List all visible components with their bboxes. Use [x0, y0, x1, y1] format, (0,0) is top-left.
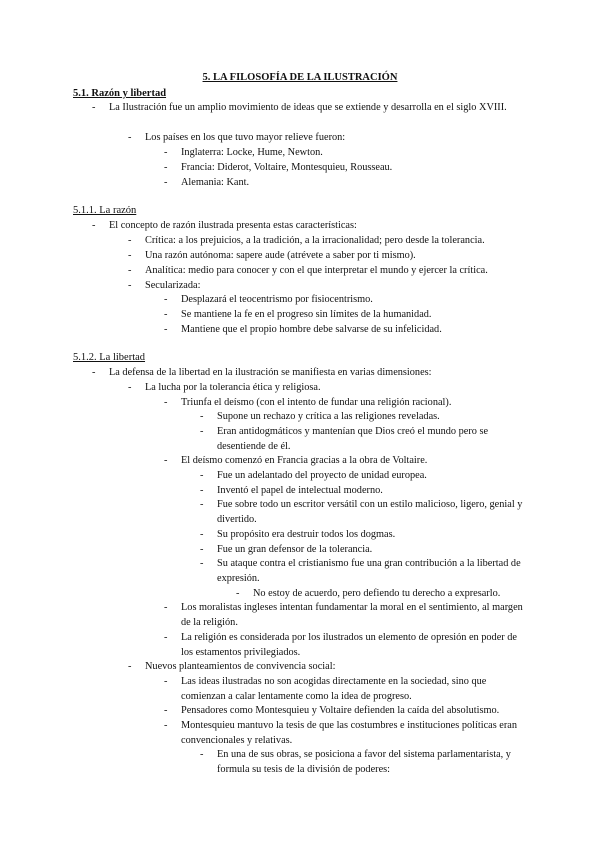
- list-item: - Triunfa el deísmo (con el intento de fundar una religión racional).: [164, 397, 452, 408]
- list-item: - Inglaterra: Locke, Hume, Newton.: [164, 147, 323, 158]
- list-item: - Francia: Diderot, Voltaire, Montesquieu, Rousseau.: [164, 162, 393, 173]
- list-item: - En una de sus obras, se posiciona a favor del sistema parlamentarista, y formula su tesis de la división de poderes:: [200, 749, 511, 775]
- list-item: - Su ataque contra el cristianismo fue una gran contribución a la libertad de expresión.: [200, 558, 521, 584]
- list-item: - La lucha por la tolerancia ética y religiosa.: [128, 382, 321, 393]
- list-item: - Los moralistas ingleses intentan fundamentar la moral en el sentimiento, al margen de la religión.: [164, 602, 523, 628]
- section-heading-razon: 5.1.1. La razón: [73, 205, 137, 216]
- list-item: - El concepto de razón ilustrada presenta estas características:: [92, 220, 357, 231]
- list-item: - Inventó el papel de intelectual moderno.: [200, 485, 383, 496]
- list-item: - Desplazará el teocentrismo por fisiocentrismo.: [164, 294, 373, 305]
- list-item: - Los países en los que tuvo mayor relieve fueron:: [128, 132, 346, 143]
- list-item: - La religión es considerada por los ilustrados un elemento de opresión en poder de los estamentos privilegiados.: [164, 632, 517, 658]
- list-item: - Crítica: a los prejuicios, a la tradición, a la irracionalidad; pero desde la tolerancia.: [128, 235, 485, 246]
- list-item: - La defensa de la libertad en la ilustración se manifiesta en varias dimensiones:: [92, 367, 432, 378]
- list-item: - Alemania: Kant.: [164, 177, 250, 188]
- page-title: 5. LA FILOSOFÍA DE LA ILUSTRACIÓN: [202, 72, 398, 83]
- list-item: - Eran antidogmáticos y mantenían que Dios creó el mundo pero se desentiende de él.: [200, 426, 489, 452]
- list-item: - Fue un adelantado del proyecto de unidad europea.: [200, 470, 427, 481]
- list-item: - Supone un rechazo y crítica a las religiones reveladas.: [200, 411, 440, 422]
- list-item: - Nuevos planteamientos de convivencia social:: [128, 661, 336, 672]
- list-item: - Montesquieu mantuvo la tesis de que las costumbres e instituciones políticas eran convencionales y relativas.: [164, 720, 518, 746]
- list-item: - No estoy de acuerdo, pero defiendo tu derecho a expresarlo.: [236, 588, 501, 599]
- section-heading-libertad: 5.1.2. La libertad: [73, 352, 146, 363]
- list-item: - Una razón autónoma: sapere aude (atrévete a saber por ti mismo).: [128, 250, 416, 261]
- list-item: - Fue sobre todo un escritor versátil con un estilo malicioso, ligero, genial y divertido.: [200, 499, 523, 525]
- list-item: - El deísmo comenzó en Francia gracias a la obra de Voltaire.: [164, 455, 428, 466]
- list-item: - Fue un gran defensor de la tolerancia.: [200, 544, 373, 555]
- list-item: - Analítica: medio para conocer y con el que interpretar el mundo y ejercer la crítica.: [128, 265, 488, 276]
- list-item: - Las ideas ilustradas no son acogidas directamente en la sociedad, sino que comienzan a calar lentamente como la idea de progreso.: [164, 676, 487, 702]
- list-item: - Mantiene que el propio hombre debe salvarse de su infelicidad.: [164, 324, 442, 335]
- list-item: - Secularizada:: [128, 280, 201, 291]
- list-item: - La Ilustración fue un amplio movimiento de ideas que se extiende y desarrolla en el siglo XVIII.: [92, 102, 507, 113]
- list-item: - Pensadores como Montesquieu y Voltaire defienden la caída del absolutismo.: [164, 705, 500, 716]
- list-item: - Se mantiene la fe en el progreso sin límites de la humanidad.: [164, 309, 432, 320]
- section-heading-razon-libertad: 5.1. Razón y libertad: [73, 88, 167, 99]
- list-item: - Su propósito era destruir todos los dogmas.: [200, 529, 396, 540]
